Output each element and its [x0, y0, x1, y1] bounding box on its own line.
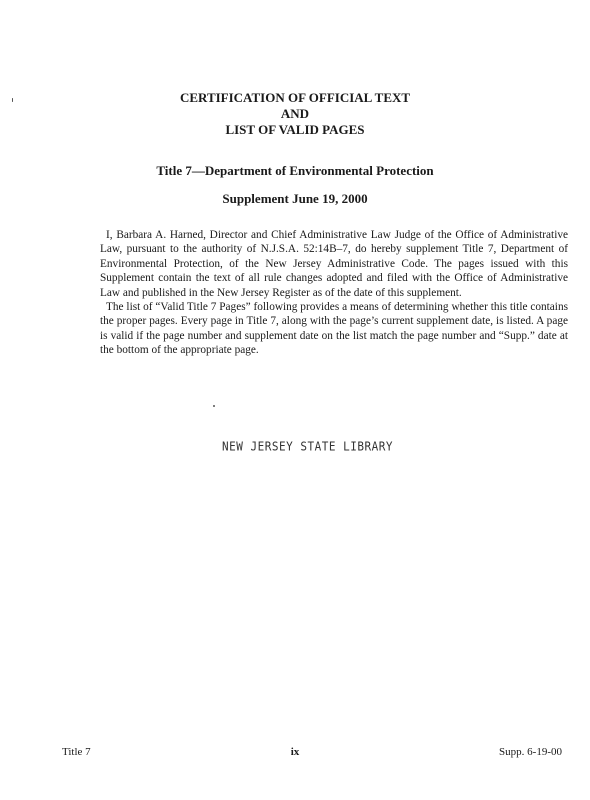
scan-speck — [213, 405, 215, 407]
heading-line-3: LIST OF VALID PAGES — [225, 122, 365, 137]
supplement-date: Supplement June 19, 2000 — [222, 191, 368, 206]
footer-supplement-date: Supp. 6-19-00 — [499, 746, 562, 758]
footer-page-number: ix — [290, 746, 300, 758]
heading-line-2: AND — [280, 106, 310, 121]
department-title: Title 7—Department of Environmental Protection — [156, 163, 434, 178]
certification-heading — [0, 90, 590, 138]
footer-title: Title 7 — [62, 746, 91, 758]
certification-paragraph: I, Barbara A. Harned, Director and Chief Administrative Law Judge of the Office of Administrative Law, pursuant to the authority of N.J.S.A. 52:14B–7, do hereby supplement Title 7, Department of Environmental Protection, of the New Jersey Administrative Code. The pages issued with this Supplement contain the text of all rule changes adopted and filed with the Office of Administrative Law and published in the New Jersey Register as of the date of this supplement. — [100, 229, 568, 299]
library-stamp: NEW JERSEY STATE LIBRARY — [222, 439, 393, 454]
heading-line-1: CERTIFICATION OF OFFICIAL TEXT — [179, 90, 411, 105]
valid-pages-paragraph: The list of “Valid Title 7 Pages” following provides a means of determining whether this title contains the proper pages. Every page in Title 7, along with the page’s current supplement date, is listed. A page is valid if the page number and supplement date on the list match the page number and “Supp.” date at the bottom of the appropriate page. — [100, 301, 568, 357]
scan-speck — [12, 98, 13, 102]
